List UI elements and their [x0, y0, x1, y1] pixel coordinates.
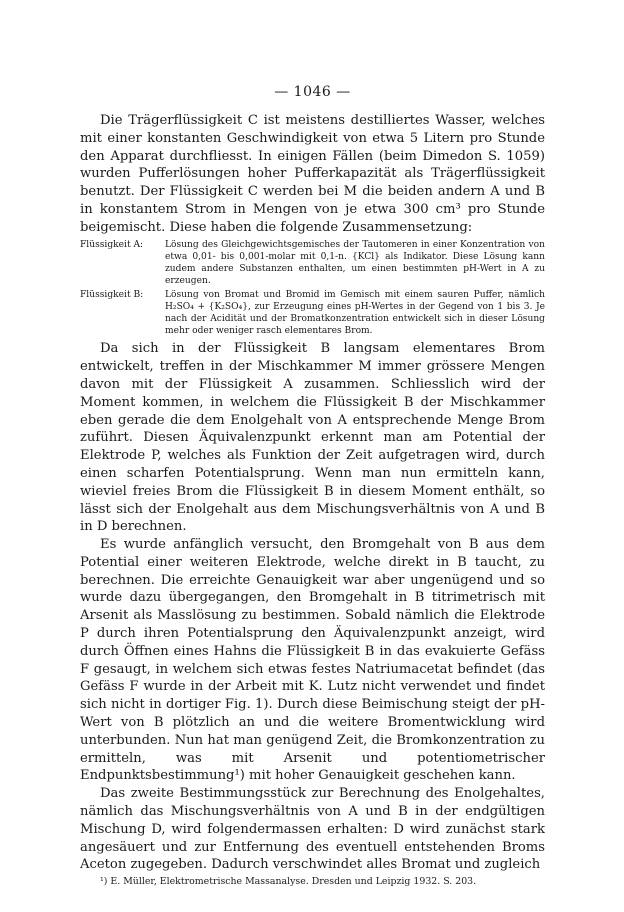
footnote: ¹) E. Müller, Elektrometrische Massanalyse. Dresden und Leipzig 1932. S. 203. [100, 876, 477, 888]
fluid-a-description: Lösung des Gleichgewichtsgemisches der Tautomeren in einer Konzentration von etwa 0,01- bis 0,001-molar mit 0,1-n. {KCl} als Indikator. Diese Lösung kann zudem andere Substanzen enthalten, um einen bestimmten pH-Wert in A zu erzeugen. [165, 239, 545, 286]
fluid-b-description: Lösung von Bromat und Bromid im Gemisch mit einem sauren Puffer, nämlich H₂SO₄ + {K₂SO₄}, zur Erzeugung eines pH-Wertes in der Gegend von 1 bis 3. Je nach der Acidität und der Bromatkonzentration entwickelt sich in dieser Lösung mehr oder weniger rasch elementares Brom. [165, 289, 545, 337]
fluid-b-entry [80, 289, 545, 337]
paragraph-mixing-ratio: Das zweite Bestimmungsstück zur Berechnung des Enolgehaltes, nämlich das Mischungsverhältnis von A und B in der endgültigen Mischung D, wird folgendermassen erhalten: D wird zunächst stark angesäuert und zur Entfernung des eventuell entstehenden Broms Aceton zugegeben. Dadurch verschwindet alles Bromat und zugleich [80, 786, 545, 873]
page-number: — 1046 — [274, 84, 351, 100]
paragraph-bromine-development: Da sich in der Flüssigkeit B langsam elementares Brom entwickelt, treffen in der Mischkammer M immer grössere Mengen davon mit der Flüssigkeit A zusammen. Schliesslich wird der Moment kommen, in welchem die Flüssigkeit B der Mischkammer eben gerade die dem Enolgehalt von A entsprechende Menge Brom zuführt. Diesen Äquivalenzpunkt erkennt man am Potential der Elektrode P, welches als Funktion der Zeit aufgetragen wird, durch einen scharfen Potentialsprung. Wenn man nun ermitteln kann, wieviel freies Brom die Flüssigkeit B in diesem Moment enthält, so lässt sich der Enolgehalt aus dem Mischungsverhältnis von A und B in D berechnen. [80, 341, 545, 535]
fluid-list [80, 239, 545, 338]
fluid-a-entry [80, 239, 545, 287]
paper-page [80, 84, 545, 888]
fluid-b-label: Flüssigkeit B: [80, 289, 144, 300]
paragraph-bromine-determination: Es wurde anfänglich versucht, den Bromgehalt von B aus dem Potential einer weiteren Elektrode, welche direkt in B taucht, zu berechnen. Die erreichte Genauigkeit war aber ungenügend und so wurde dazu übergegangen, den Bromgehalt in B titrimetrisch mit Arsenit als Masslösung zu bestimmen. Sobald nämlich die Elektrode P durch ihren Potentialsprung den Äquivalenzpunkt anzeigt, wird durch Öffnen eines Hahns die Flüssigkeit B in das evakuierte Gefäss F gesaugt, in welchem sich etwas festes Natriumacetat befindet (das Gefäss F wurde in der Arbeit mit K. Lutz nicht verwendet und findet sich nicht in dortiger Fig. 1). Durch diese Beimischung steigt der pH-Wert von B plötzlich an und die weitere Bromentwicklung wird unterbunden. Nun hat man genügend Zeit, die Bromkonzentration zu ermitteln, was mit Arsenit und potentiometrischer Endpunktsbestimmung¹) mit hoher Genauigkeit geschehen kann. [80, 537, 545, 784]
fluid-a-label: Flüssigkeit A: [80, 239, 144, 250]
paragraph-carrier-liquid: Die Trägerflüssigkeit C ist meistens destilliertes Wasser, welches mit einer konstanten Geschwindigkeit von etwa 5 Litern pro Stunde den Apparat durchfliesst. In einigen Fällen (beim Dimedon S. 1059) wurden Pufferlösungen hoher Pufferkapazität als Trägerflüssigkeit benutzt. Der Flüssigkeit C werden bei M die beiden andern A und B in konstantem Strom in Mengen von je etwa 300 cm³ pro Stunde beigemischt. Diese haben die folgende Zusammensetzung: [80, 113, 545, 235]
